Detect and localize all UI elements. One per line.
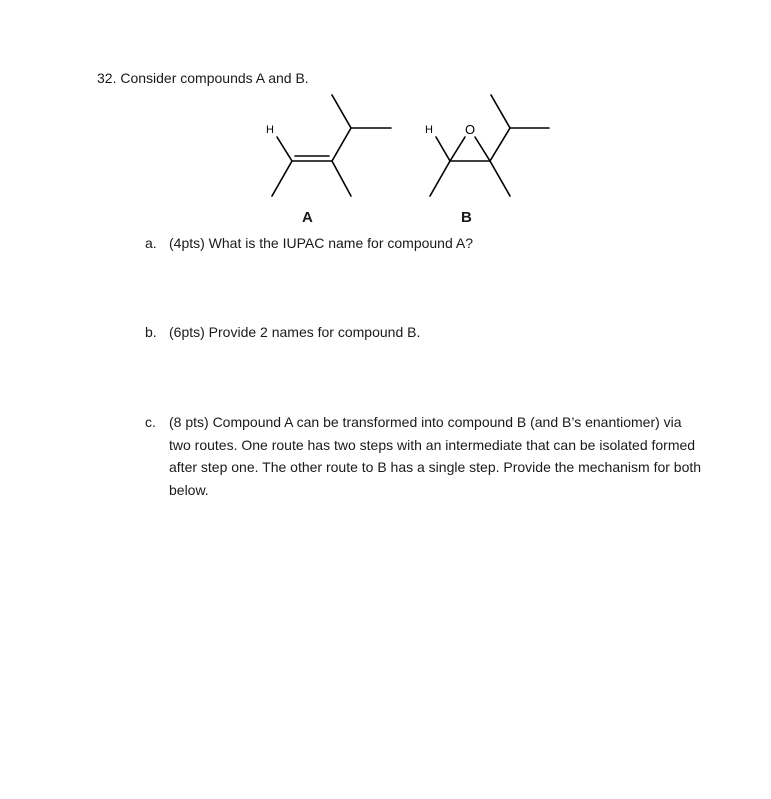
part-a: [145, 232, 705, 255]
structures-figure: [0, 0, 771, 240]
compound-b-structure: [425, 95, 549, 196]
compound-a-structure: [266, 95, 391, 196]
compound-a-h-label: H: [266, 124, 274, 136]
part-c-text: (8 pts) Compound A can be transformed into compound B (and B’s enantiomer) via two routes. One route has two steps with an intermediate that can be isolated formed after step one. The other route to B has a single step. Provide the mechanism for both below.: [169, 414, 702, 498]
part-b-text: (6pts) Provide 2 names for compound B.: [169, 324, 421, 340]
part-a-marker: a.: [145, 235, 157, 251]
question-title: 32. Consider compounds A and B.: [97, 70, 309, 86]
part-a-text: (4pts) What is the IUPAC name for compound A?: [169, 235, 473, 251]
part-b: [145, 321, 705, 344]
part-b-marker: b.: [145, 324, 157, 340]
compound-b-o-label: O: [465, 122, 476, 137]
part-c: [145, 411, 705, 501]
part-c-marker: c.: [145, 414, 156, 430]
compound-b-h-label: H: [425, 124, 433, 136]
compound-b-label: B: [461, 209, 472, 226]
compound-a-label: A: [302, 209, 313, 226]
